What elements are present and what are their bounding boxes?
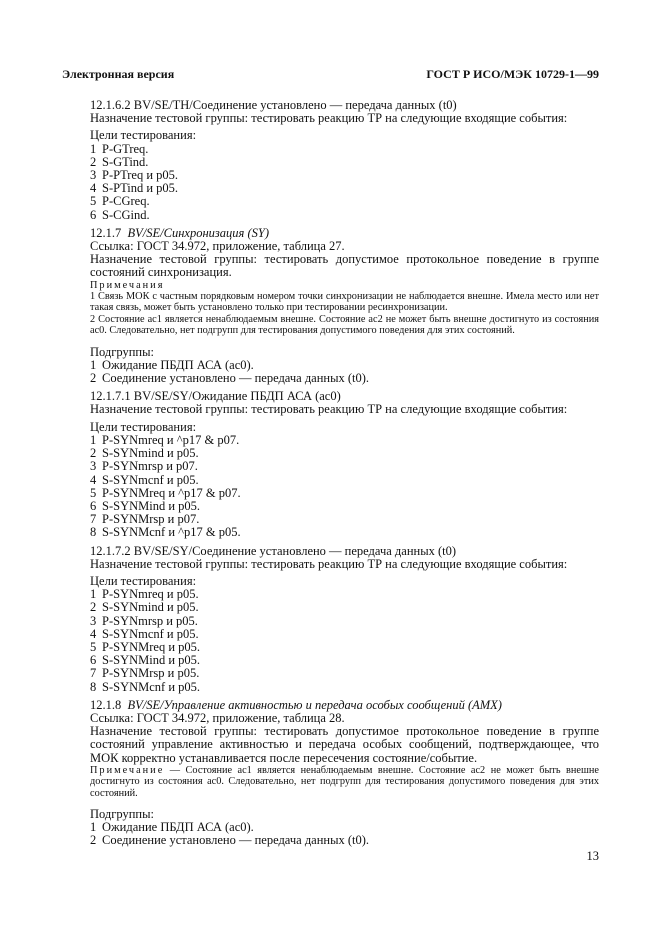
list-item-text: S-SYNMind и p05. [102, 653, 201, 668]
section-12-1-8-subgroups-list [62, 821, 599, 847]
list-item-text: P-GTreq. [102, 141, 149, 156]
section-12-1-7-number: 12.1.7 [90, 225, 122, 240]
list-item-text: P-SYNmrsp и p07. [102, 459, 198, 474]
list-item-text: Ожидание ПБДП АСА (ac0). [102, 357, 254, 372]
list-item-text: S-SYNmind и p05. [102, 446, 199, 461]
section-12-1-8-reference: Ссылка: ГОСТ 34.972, приложение, таблица 28. [90, 710, 345, 725]
list-item-text: P-SYNMrsp и p05. [102, 666, 200, 681]
section-12-1-8-purpose: Назначение тестовой группы: тестировать допустимое протокольное поведение в группе состояний управление активностью и передача особых сообщений, подтверждающее, что МОК корректно устанавливается после пересечения состояние/событие. [90, 724, 599, 765]
document-body [62, 99, 599, 848]
list-item-text: Соединение установлено — передача данных (t0). [102, 833, 370, 848]
section-12-1-8-number: 12.1.8 [90, 697, 122, 712]
list-item-number: 1 [90, 820, 97, 835]
list-item-number: 1 [90, 587, 97, 602]
section-12-1-7-name: BV/SE/Синхронизация (SY) [127, 225, 269, 240]
list-item-number: 4 [90, 626, 97, 641]
section-12-1-7-1-goals-label: Цели тестирования: [90, 419, 197, 434]
list-item-text: P-SYNmreq и p05. [102, 587, 199, 602]
section-12-1-7-purpose: Назначение тестовой группы: тестировать допустимое протокольное поведение в группе состояний синхронизация. [90, 252, 599, 280]
section-12-1-6-2-purpose: Назначение тестовой группы: тестировать реакцию ТР на следующие входящие события: [90, 111, 568, 126]
list-item-number: 2 [90, 600, 97, 615]
list-item-number: 2 [90, 833, 97, 848]
list-item-number: 6 [90, 653, 97, 668]
list-item-text: S-SYNMcnf и ^p17 & p05. [102, 525, 241, 540]
list-item-number: 2 [90, 446, 97, 461]
section-12-1-6-2-title: 12.1.6.2 BV/SE/TH/Соединение установлено — передача данных (t0) [90, 98, 457, 112]
section-12-1-7-1-title: 12.1.7.1 BV/SE/SY/Ожидание ПБДП АСА (ac0) [90, 389, 341, 404]
list-item-number: 1 [90, 357, 97, 372]
list-item-text: S-PTind и p05. [102, 181, 179, 196]
list-item-number: 7 [90, 666, 97, 681]
header-standard-code: ГОСТ Р ИСО/МЭК 10729-1—99 [426, 67, 599, 81]
list-item-text: S-SYNmcnf и p05. [102, 472, 199, 487]
list-item-number: 6 [90, 498, 97, 513]
list-item-number: 4 [90, 472, 97, 487]
list-item-text: P-PTreq и p05. [102, 168, 179, 183]
section-12-1-6-2-goals-label: Цели тестирования: [90, 128, 197, 143]
list-item [62, 372, 599, 385]
note-2: 2 Состояние ac1 является ненаблюдаемым внешне. Состояние ac2 не может быть внешне достигнуто из состояния ac0. Следовательно, нет подгрупп для тестирования допустимого поведения для этих состояний. [90, 313, 599, 337]
list-item-number: 5 [90, 485, 97, 500]
section-12-1-7-1-goals-list [62, 434, 599, 540]
list-item-text: S-SYNmind и p05. [102, 600, 199, 615]
section-12-1-7-2-goals-list [62, 588, 599, 694]
list-item-number: 4 [90, 181, 97, 196]
list-item-number: 3 [90, 613, 97, 628]
list-item-number: 5 [90, 194, 97, 209]
note-1: 1 Связь МОК с частным порядковым номером точки синхронизации не наблюдается внешне. Имела место или нет такая связь, может быть установлено только при тестировании ресинхронизации. [90, 291, 599, 314]
list-item-text: Ожидание ПБДП АСА (ac0). [102, 820, 254, 835]
note-3-text: — Состояние ac1 является ненаблюдаемым внешне. Состояние ac2 не может быть внешне достигнуто из состояния ac0. Следовательно, нет подгрупп для тестирования допустимого поведения для этих состояний. [90, 764, 600, 799]
list-item-text: S-GTind. [102, 154, 149, 169]
list-item-text: S-SYNmcnf и p05. [102, 626, 199, 641]
list-item-text: S-CGind. [102, 207, 150, 222]
list-item-text: P-SYNmrsp и p05. [102, 613, 198, 628]
section-12-1-6-2-goals-list [62, 143, 599, 222]
section-12-1-7-reference: Ссылка: ГОСТ 34.972, приложение, таблица 27. [90, 239, 345, 254]
list-item [62, 209, 599, 222]
list-item-number: 1 [90, 432, 97, 447]
list-item-number: 8 [90, 679, 97, 694]
list-item-text: S-SYNMcnf и p05. [102, 679, 201, 694]
section-12-1-7-subgroups-list [62, 359, 599, 385]
list-item-text: P-SYNmreq и ^p17 & p07. [102, 432, 240, 447]
section-12-1-8-subgroups-label: Подгруппы: [90, 806, 154, 821]
list-item-number: 3 [90, 459, 97, 474]
header-edition-label: Электронная версия [62, 67, 175, 81]
list-item-text: P-SYNMreq и p05. [102, 639, 201, 654]
list-item [62, 526, 599, 539]
list-item-number: 7 [90, 512, 97, 527]
section-12-1-7-2-title: 12.1.7.2 BV/SE/SY/Соединение установлено — передача данных (t0) [90, 543, 457, 558]
section-12-1-7-2-goals-label: Цели тестирования: [90, 573, 197, 588]
list-item-number: 8 [90, 525, 97, 540]
section-12-1-7-2-purpose: Назначение тестовой группы: тестировать реакцию ТР на следующие входящие события: [90, 556, 568, 571]
section-12-1-7-subgroups-label: Подгруппы: [90, 344, 154, 359]
list-item-number: 1 [90, 141, 97, 156]
list-item-number: 2 [90, 371, 97, 386]
note-3 [62, 765, 599, 799]
list-item-text: P-CGreq. [102, 194, 150, 209]
notes-heading: Примечания [90, 279, 165, 291]
list-item-number: 5 [90, 639, 97, 654]
list-item [62, 681, 599, 694]
section-12-1-8-name: BV/SE/Управление активностью и передача особых сообщений (AMX) [127, 697, 502, 712]
list-item-text: P-SYNMreq и ^p17 & p07. [102, 485, 241, 500]
list-item-number: 3 [90, 168, 97, 183]
page-number: 13 [586, 849, 599, 863]
section-12-1-8-title [62, 699, 599, 712]
list-item-number: 6 [90, 207, 97, 222]
list-item-text: P-SYNMrsp и p07. [102, 512, 200, 527]
list-item-text: Соединение установлено — передача данных (t0). [102, 371, 370, 386]
note-3-label: Примечание [90, 764, 165, 776]
list-item [62, 834, 599, 847]
list-item-text: S-SYNMind и p05. [102, 498, 201, 513]
section-12-1-7-1-purpose: Назначение тестовой группы: тестировать реакцию ТР на следующие входящие события: [90, 402, 568, 417]
list-item-number: 2 [90, 154, 97, 169]
